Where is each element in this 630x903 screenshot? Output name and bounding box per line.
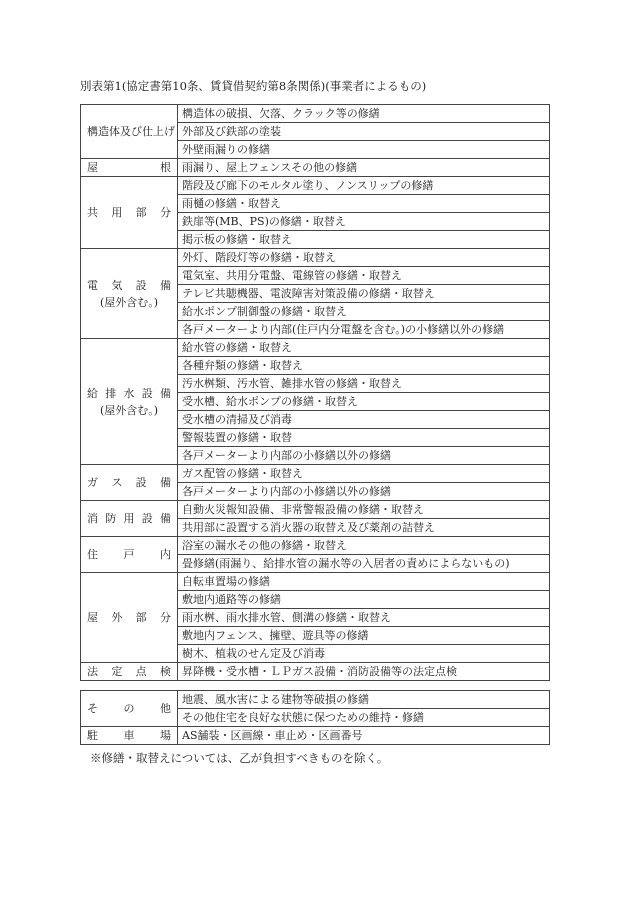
category-label: 電気設備 (87, 278, 171, 292)
item-cell: 敷地内通路等の修繕 (178, 591, 550, 609)
category-cell (81, 537, 178, 573)
item-cell: 外壁雨漏りの修繕 (178, 141, 550, 159)
item-cell: 構造体の破損、欠落、クラック等の修繕 (178, 105, 550, 123)
item-cell: 雨樋の修繕・取替え (178, 195, 550, 213)
other-items-table (80, 690, 550, 745)
category-cell (81, 465, 178, 501)
category-label: 駐車場 (87, 729, 171, 742)
category-cell (81, 249, 178, 339)
table-row (81, 537, 550, 555)
category-cell (81, 105, 178, 159)
item-cell: 畳修繕(雨漏り、給排水管の漏水等の入居者の責めによらないもの) (178, 555, 550, 573)
item-cell: ガス配管の修繕・取替え (178, 465, 550, 483)
item-cell: 各種弁類の修繕・取替え (178, 357, 550, 375)
footnote: ※修繕・取替えについては、乙が負担すべきものを除く。 (90, 751, 389, 765)
category-label: 給排水設備 (87, 386, 171, 400)
table-row (81, 501, 550, 519)
table-caption: 別表第1(協定書第10条、賃貸借契約第8条関係)(事業者によるもの) (80, 79, 427, 93)
item-cell: 外灯、階段灯等の修繕・取替え (178, 249, 550, 267)
table-row (81, 727, 550, 745)
category-label: 法定点検 (87, 665, 171, 678)
category-label: その他 (87, 702, 171, 715)
table-row (81, 573, 550, 591)
item-cell: 自転車置場の修繕 (178, 573, 550, 591)
item-cell: 樹木、植栽のせん定及び消毒 (178, 645, 550, 663)
item-cell: 浴室の漏水その他の修繕・取替え (178, 537, 550, 555)
table-row (81, 465, 550, 483)
category-note: (屋外含む。) (99, 403, 159, 417)
item-cell: 地震、風水害による建物等破損の修繕 (178, 691, 550, 709)
item-cell: 外部及び鉄部の塗装 (178, 123, 550, 141)
item-cell: 鉄扉等(MB、PS)の修繕・取替え (178, 213, 550, 231)
category-label: 構造体及び仕上げ (87, 125, 175, 138)
item-cell: 各戸メーターより内部の小修繕以外の修繕 (178, 447, 550, 465)
item-cell: 掲示板の修繕・取替え (178, 231, 550, 249)
item-cell: テレビ共聴機器、電波障害対策設備の修繕・取替え (178, 285, 550, 303)
item-cell: 各戸メーターより内部の小修繕以外の修繕 (178, 483, 550, 501)
category-label: 住戸内 (87, 548, 171, 561)
item-cell: 自動火災報知設備、非常警報設備の修繕・取替え (178, 501, 550, 519)
item-cell: 階段及び廊下のモルタル塗り、ノンスリップの修繕 (178, 177, 550, 195)
category-label: 屋根 (87, 161, 171, 174)
table-row (81, 177, 550, 195)
repair-responsibility-table (80, 104, 550, 681)
category-cell (81, 339, 178, 465)
item-cell: 受水槽、給水ポンプの修繕・取替え (178, 393, 550, 411)
category-cell (81, 727, 178, 745)
table-row (81, 249, 550, 267)
category-cell (81, 663, 178, 681)
item-cell: 給水ポンプ制御盤の修繕・取替え (178, 303, 550, 321)
category-cell (81, 177, 178, 249)
category-label: 消防用設備 (87, 512, 171, 525)
item-cell: 敷地内フェンス、擁壁、遊具等の修繕 (178, 627, 550, 645)
table-row (81, 691, 550, 709)
table-row (81, 339, 550, 357)
table-row (81, 105, 550, 123)
item-cell: 汚水桝類、汚水管、雑排水管の修繕・取替え (178, 375, 550, 393)
item-cell: 雨水桝、雨水排水管、側溝の修繕・取替え (178, 609, 550, 627)
category-cell (81, 159, 178, 177)
category-label: ガス設備 (87, 476, 171, 489)
item-cell: 電気室、共用分電盤、電線管の修繕・取替え (178, 267, 550, 285)
item-cell: 雨漏り、屋上フェンスその他の修繕 (178, 159, 550, 177)
item-cell: 警報装置の修繕・取替 (178, 429, 550, 447)
category-cell (81, 573, 178, 663)
item-cell: 昇降機・受水槽・ＬＰガス設備・消防設備等の法定点検 (178, 663, 550, 681)
category-label: 屋外部分 (87, 611, 171, 624)
item-cell: 各戸メーターより内部(住戸内分電盤を含む。)の小修繕以外の修繕 (178, 321, 550, 339)
category-note: (屋外含む。) (99, 295, 159, 309)
category-cell (81, 501, 178, 537)
table-row (81, 663, 550, 681)
category-cell (81, 691, 178, 727)
item-cell: AS舗装・区画線・車止め・区画番号 (178, 727, 550, 745)
item-cell: 共用部に設置する消火器の取替え及び薬剤の詰替え (178, 519, 550, 537)
table-row (81, 159, 550, 177)
item-cell: その他住宅を良好な状態に保つための維持・修繕 (178, 709, 550, 727)
item-cell: 給水管の修繕・取替え (178, 339, 550, 357)
category-label: 共用部分 (87, 206, 171, 219)
item-cell: 受水槽の清掃及び消毒 (178, 411, 550, 429)
